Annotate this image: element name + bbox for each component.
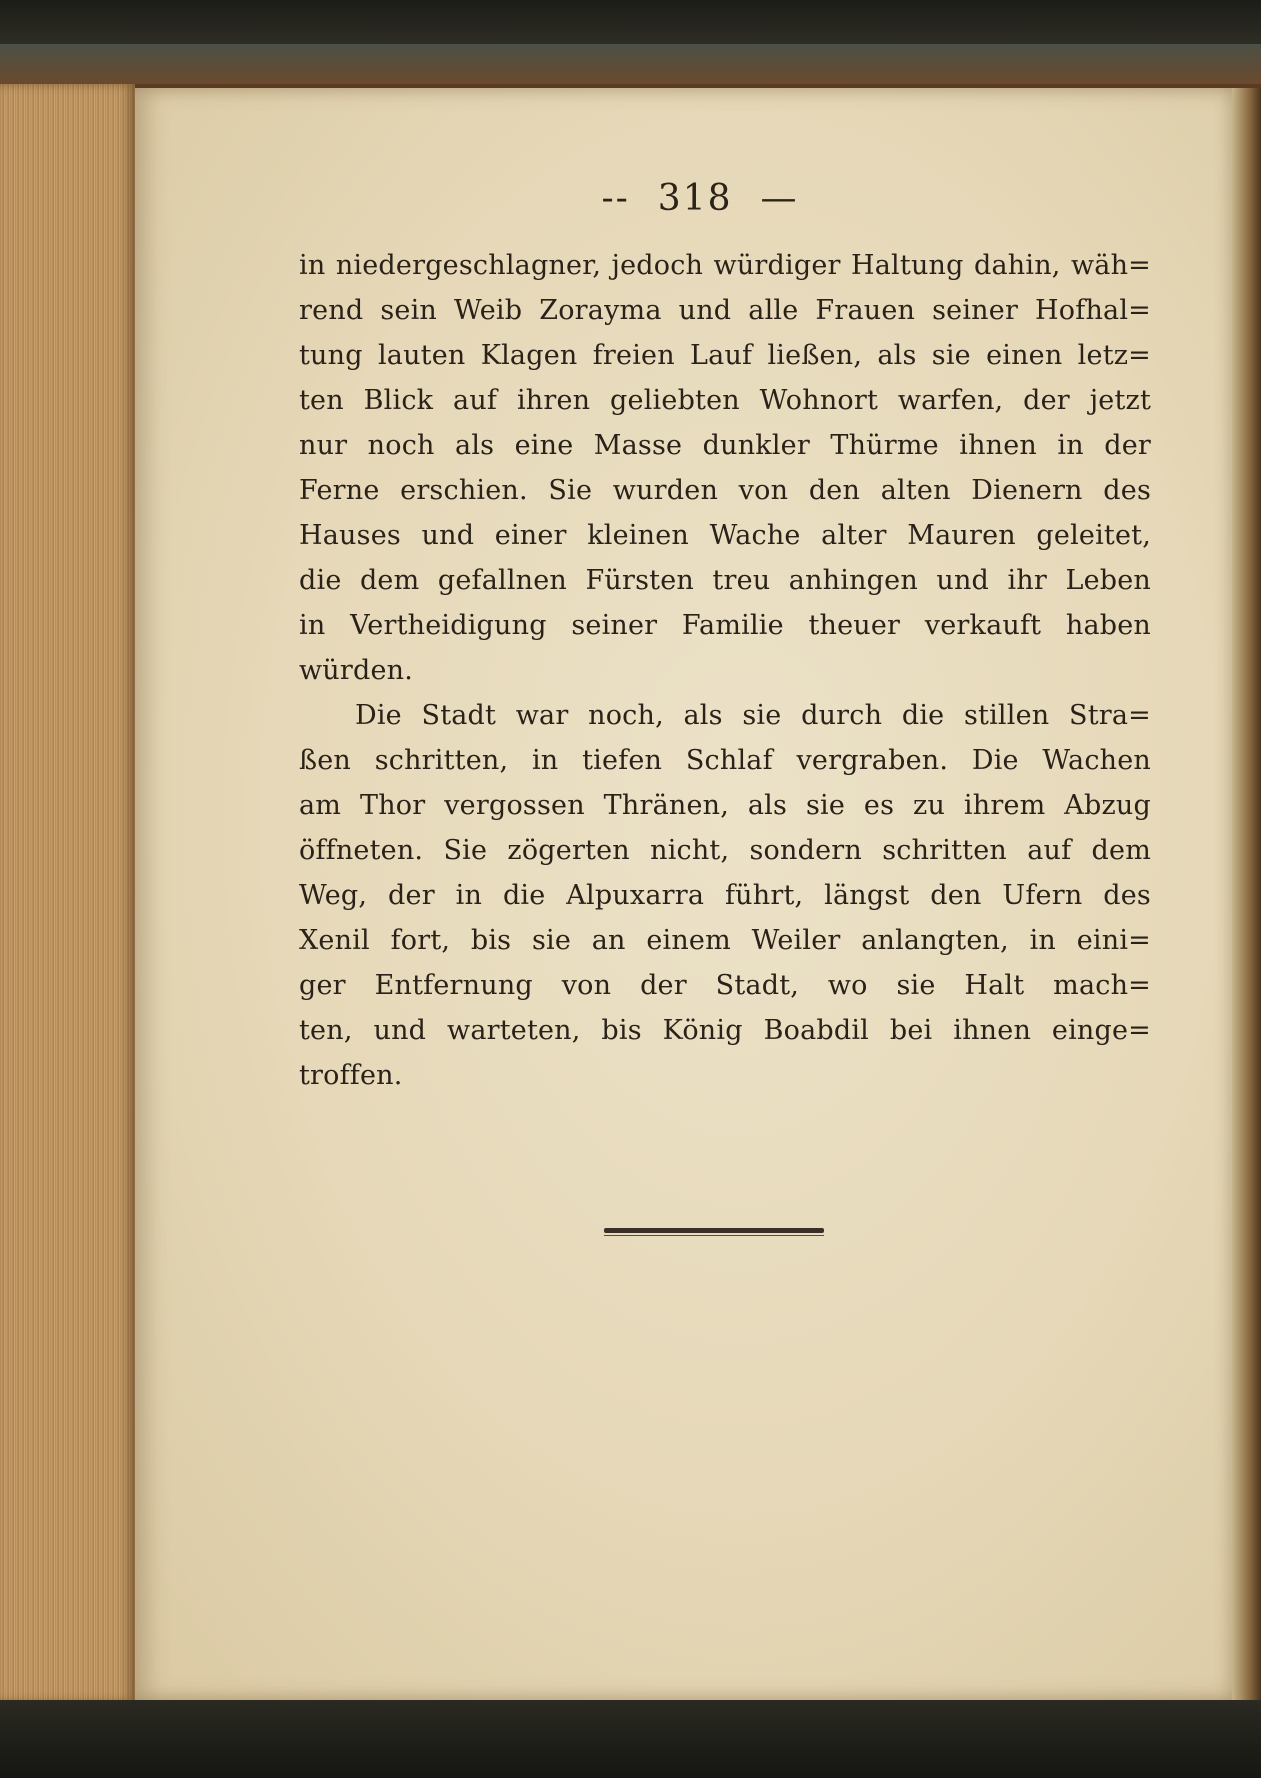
text-line: Weg, der in die Alpuxarra führt, längst den Ufern des: [299, 880, 1151, 911]
text-line: troffen.: [299, 1060, 403, 1091]
header-dash-left: --: [601, 178, 630, 219]
text-line: am Thor vergossen Thränen, als sie es zu ihrem Abzug: [299, 790, 1151, 821]
text-line: Xenil fort, bis sie an einem Weiler anlangten, in eini=: [299, 925, 1151, 956]
text-line: Ferne erschien. Sie wurden von den alten Dienern des: [299, 475, 1151, 506]
top-backdrop: [0, 0, 1261, 48]
text-line: tung lauten Klagen freien Lauf ließen, als sie einen letz=: [299, 340, 1151, 371]
text-line: in niedergeschlagner, jedoch würdiger Haltung dahin, wäh=: [299, 250, 1151, 281]
text-line: öffneten. Sie zögerten nicht, sondern schritten auf dem: [299, 835, 1151, 866]
paragraph-2: [299, 693, 1151, 1098]
text-line: Die Stadt war noch, als sie durch die stillen Stra=: [355, 700, 1151, 731]
book-right-edge: [1232, 88, 1261, 1700]
text-line: in Vertheidigung seiner Familie theuer verkauft haben: [299, 610, 1151, 641]
page-number: 318: [657, 178, 733, 219]
text-line: Hauses und einer kleinen Wache alter Mauren geleitet,: [299, 520, 1151, 551]
paragraph-1: [299, 243, 1151, 693]
page-edges: [0, 84, 135, 1702]
section-end-rule: [604, 1228, 824, 1233]
bottom-backdrop: [0, 1700, 1261, 1778]
book-cover-top: [0, 44, 1261, 84]
text-line: nur noch als eine Masse dunkler Thürme ihnen in der: [299, 430, 1151, 461]
body-text: [299, 243, 1151, 1098]
text-line: ger Entfernung von der Stadt, wo sie Halt mach=: [299, 970, 1151, 1001]
text-line: ßen schritten, in tiefen Schlaf vergraben. Die Wachen: [299, 745, 1151, 776]
header-dash-right: —: [760, 178, 799, 219]
section-end-rule-thin: [604, 1235, 824, 1236]
text-line: ten, und warteten, bis König Boabdil bei ihnen einge=: [299, 1015, 1151, 1046]
text-line: würden.: [299, 655, 414, 686]
text-line: rend sein Weib Zorayma und alle Frauen seiner Hofhal=: [299, 295, 1151, 326]
text-line: ten Blick auf ihren geliebten Wohnort warfen, der jetzt: [299, 385, 1151, 416]
page-header: [560, 178, 840, 219]
text-line: die dem gefallnen Fürsten treu anhingen und ihr Leben: [299, 565, 1151, 596]
